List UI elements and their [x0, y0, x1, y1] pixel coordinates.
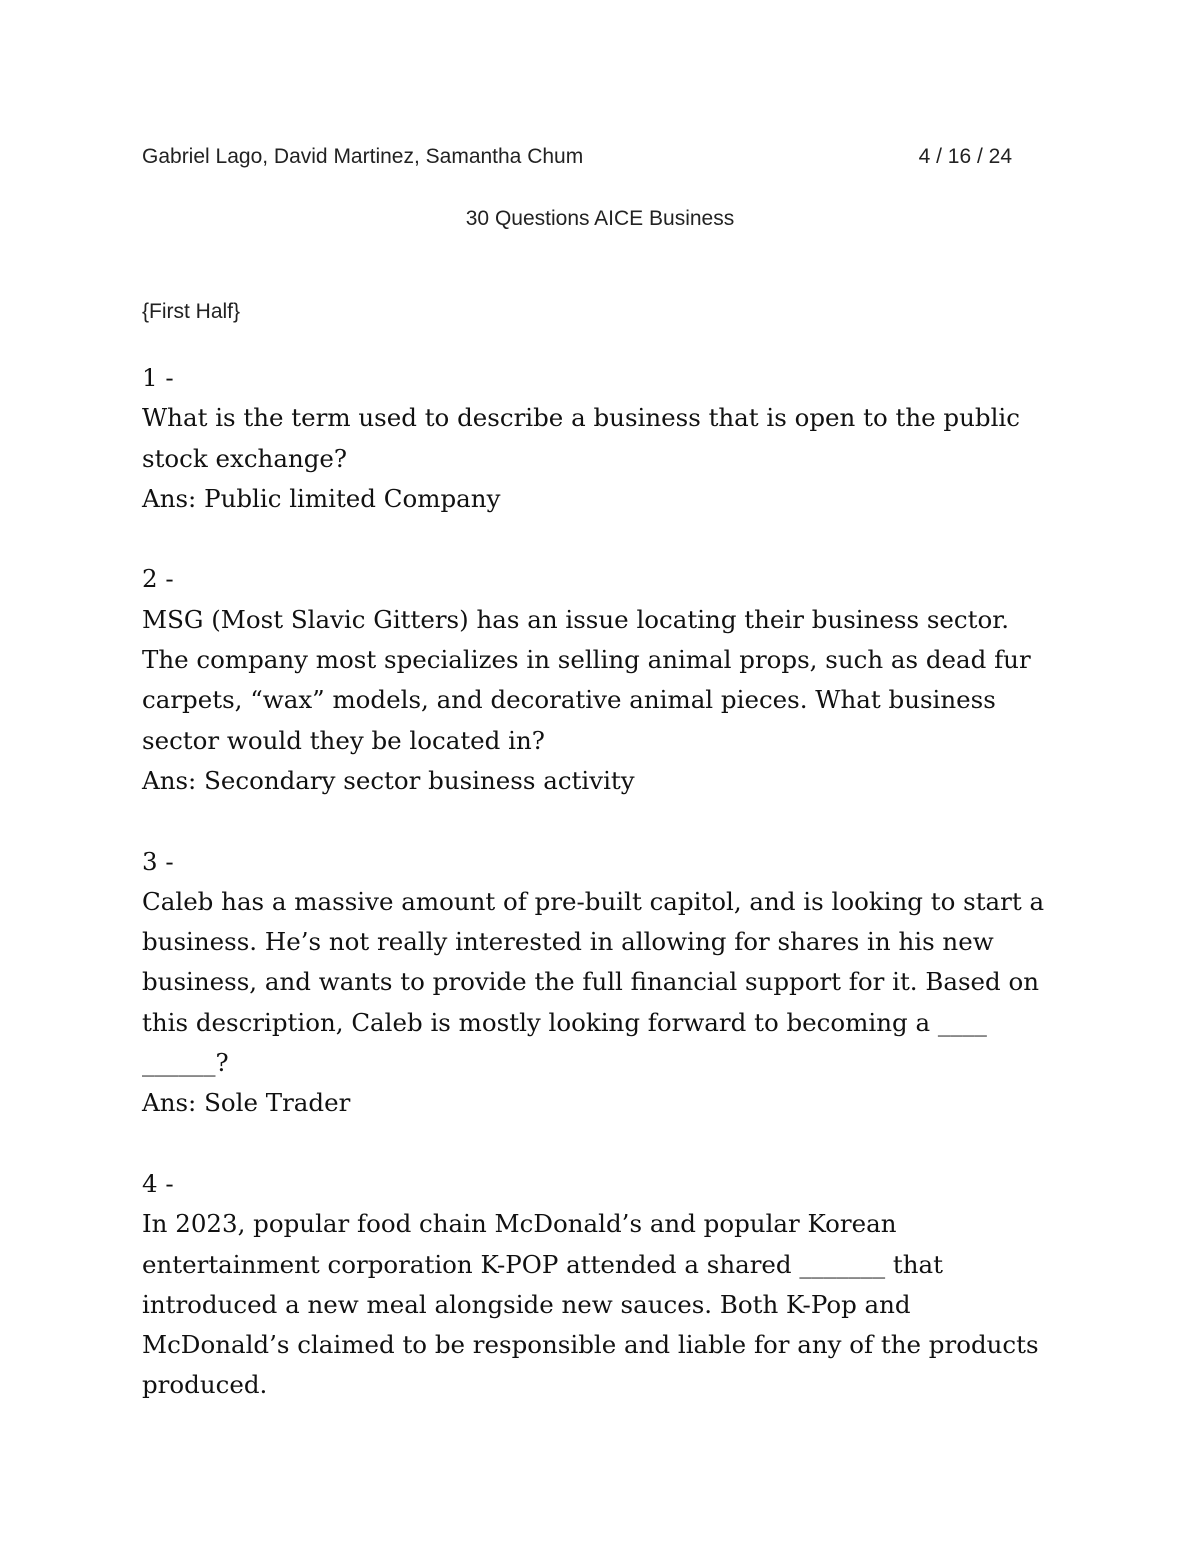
question-number: 2 - [142, 564, 174, 594]
authors: Gabriel Lago, David Martinez, Samantha Chum [142, 145, 584, 168]
question-answer: Ans: Public limited Company [142, 483, 501, 513]
question-text: MSG (Most Slavic Gitters) has an issue locating their business sector. The company most specializes in selling animal props, such as dead fur carpets, “wax” models, and decorative animal pieces. What business sector would they be located in? [142, 604, 1031, 755]
question-item [142, 1164, 1062, 1406]
question-answer: Ans: Sole Trader [142, 1088, 351, 1118]
document-header [142, 142, 1012, 172]
date: 4 / 16 / 24 [918, 145, 1012, 168]
question-number: 4 - [142, 1168, 174, 1198]
question-item [142, 842, 1062, 1124]
question-list [142, 358, 1062, 1446]
section-label: {First Half} [142, 300, 241, 323]
question-text: Caleb has a massive amount of pre-built capitol, and is looking to start a business. He’s not really interested in allowing for shares in his new business, and wants to provide the full financial support for it. Based on this description, Caleb is mostly looking forward to becoming a ____ ______? [142, 886, 1045, 1078]
question-number: 1 - [142, 363, 174, 392]
question-text: In 2023, popular food chain McDonald’s and popular Korean entertainment corporation K-POP attended a shared _______ that introduced a new meal alongside new sauces. Both K-Pop and McDonald’s claimed to be responsible and liable for any of the products produced. [142, 1209, 1039, 1400]
document-title: 30 Questions AICE Business [465, 207, 735, 230]
question-text: What is the term used to describe a business that is open to the public stock exchange? [142, 403, 1020, 473]
question-answer: Ans: Secondary sector business activity [142, 765, 635, 795]
document-page [142, 0, 1062, 1553]
question-item [142, 358, 1062, 519]
question-item [142, 559, 1062, 801]
question-number: 3 - [142, 846, 174, 876]
